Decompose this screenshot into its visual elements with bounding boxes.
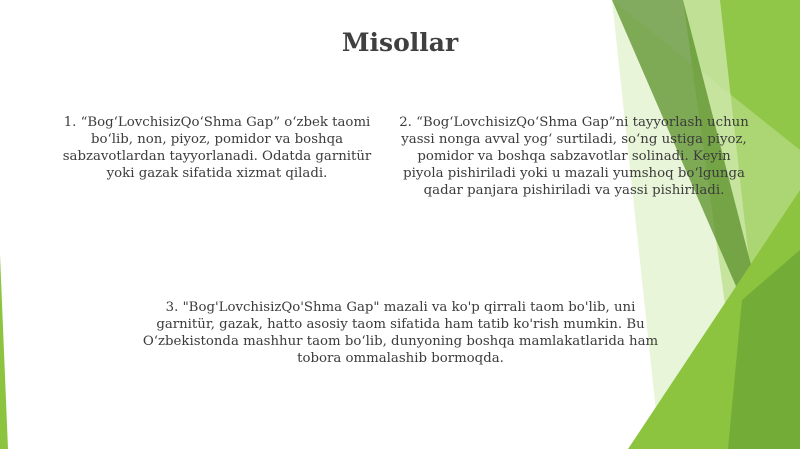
left-edge-stripe xyxy=(0,255,8,449)
slide-title: Misollar xyxy=(341,28,459,57)
paragraph-2: 2. “Bog‘LovchisizQo‘Shma Gap”ni tayyorlash uchun yassi nonga avval yog‘ surtiladi, so‘ng ustiga piyoz, pomidor va boshqa sabzavotlar solinadi. Keyin piyola pishiriladi yoki u mazali yumshoq bo‘lgunga qadar panjara pishiriladi va yassi pishiriladi. xyxy=(399,115,749,198)
paragraph-1: 1. “Bog‘LovchisizQo‘Shma Gap” o‘zbek taomi bo‘lib, non, piyoz, pomidor va boshqa sabzavotlardan tayyorlanadi. Odatda garnitür yoki gazak sifatida xizmat qiladi. xyxy=(62,115,372,181)
paragraph-3: 3. "Bog'LovchisizQo'Shma Gap" mazali va ko'p qirrali taom bo'lib, uni garnitür, gazak, hatto asosiy taom sifatida ham tatib ko'rish mumkin. Bu O‘zbekistonda mashhur taom bo‘lib, dunyoning boshqa mamlakatlarida ham tobora ommalashib bormoqda. xyxy=(142,300,659,366)
